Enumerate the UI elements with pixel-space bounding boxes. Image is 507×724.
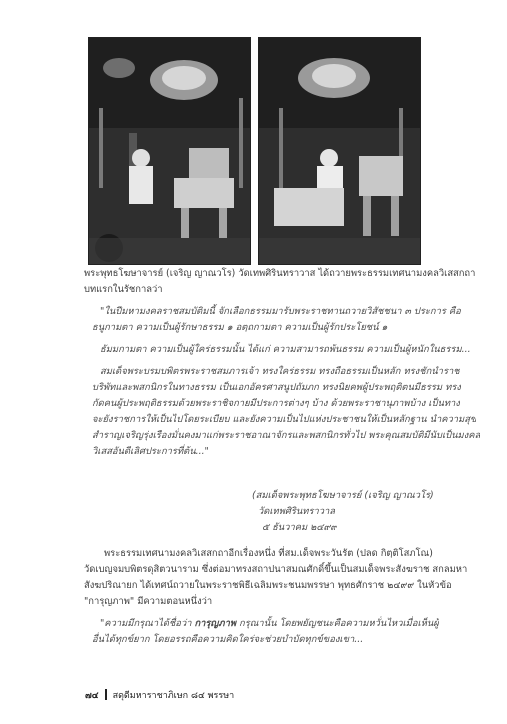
quote4-post: กรุณานั้น โดยพยัญชนะคือความหวั่นไหวเมื่อเห็นผู้ [236,618,439,629]
quote1-line-1: "ในปีมหามงคลราชสมบัติมนี้ จักเลือกธรรมมารับพระราชทานถวายวิสัชชนา ๓ ประการ คือ [100,306,461,317]
quote1-line-2: ธนูกามตา ความเป็นผู้รักษาธรรม ๑ อตฺถกามตา ความเป็นผู้รักประโยชน์ ๑ [92,322,388,333]
quote4-pre: "ความมีกรุณาได้ชื่อว่า [100,618,195,629]
page-number: ๗๔ [85,691,99,701]
signature-date: ๕ ธันวาคม ๒๔๙๙ [262,522,338,533]
caption-line-2: บทแรกในรัชกาลว่า [84,284,163,295]
quote3-line-3: กัดคนผู้ประพฤติธรรมด้วยพระราชิจกายมีประการต่างๆ บ้าง ด้วยพระราชานุภาพบ้าง เป็นทาง [92,398,460,409]
para2-line-1: พระธรรมเทศนามงคลวิเสสกถาอีกเรื่องหนึ่ง ที่สม.เด็จพระวันรัต (ปลด กิตฺติโสภโณ) [104,548,433,559]
page-footer [85,688,234,702]
quote4-line-2: อื่นได้ทุกข์ยาก โดยอรรถคือความคิดใคร่จะช่วยบำบัดทุกข์ของเขา... [92,634,364,645]
para2-line-2: วัดเบญจมบพิตรดุสิตวนาราม ซึ่งต่อมาทรงสถาปนาสมณศักดิ์ขึ้นเป็นสมเด็จพระสังฆราช สกลมหา [84,564,468,575]
quote4-line-1 [100,616,439,631]
ceremony-photo-right [258,37,421,265]
para2-line-3: สังฆปริณายก ได้เทศน์ถวายในพระราชพิธีเฉลิมพระชนมพรรษา พุทธศักราช ๒๔๙๙ ในหัวข้อ [84,580,452,591]
ceremony-photo-left [88,37,251,265]
quote4-keyword: การุญภาพ [194,618,237,629]
quote3-line-2: บริพัทและพสกนิกรในทางธรรม เป็นเอกอัครศาสนูปถัมภก ทรงนิยคพผู้ประพฤติตนมีธรรม ทรง [92,382,461,393]
footer-divider [105,689,107,700]
para2-line-4: "การุญภาพ" มีความตอนหนึ่งว่า [84,596,213,607]
book-title: สดุดีมหาราชาภิเษก ๘๔ พรรษา [112,691,235,701]
quote3-line-4: จะยังราชการให้เป็นไปโดยระเบียบ และยังความเป็นไปแห่งประชาชนให้เป็นหลักฐาน นำความสุข [92,414,477,425]
quote3-line-6: วิเสสอันดีเลิศประการที่ต้น..." [92,446,209,457]
quote3-line-1: สมเด็จพระบรมบพิตรพระราชสมภารเจ้า ทรงใคร่ธรรม ทรงถือธรรมเป็นหลัก ทรงชักนำราช [100,366,460,377]
signature-temple: วัดเทพศิรินทราวาส [258,506,336,517]
quote2-line: ธัมมกามตา ความเป็นผู้ใคร่ธรรมนั้น ได้แก่ ความสามารถพ้นธรรม ความเป็นผู้หนักในธรรม... [100,344,471,355]
caption-line-1: พระพุทธโฆษาจารย์ (เจริญ ญาณวโร) วัดเทพศิรินทราวาส ได้ถวายพระธรรมเทศนามงคลวิเสสกถา [84,268,476,279]
quote3-line-5: สำราญเจริญรุ่งเรืองมั่นคงมาแก่พระราชอาณาจักรและพสกนิกรทั่วไป พระคุณสมบัติมีนับเป็นมงคล [92,430,481,441]
signature-name: (สมเด็จพระพุทธโฆษาจารย์ (เจริญ ญาณวโร) [252,490,434,501]
